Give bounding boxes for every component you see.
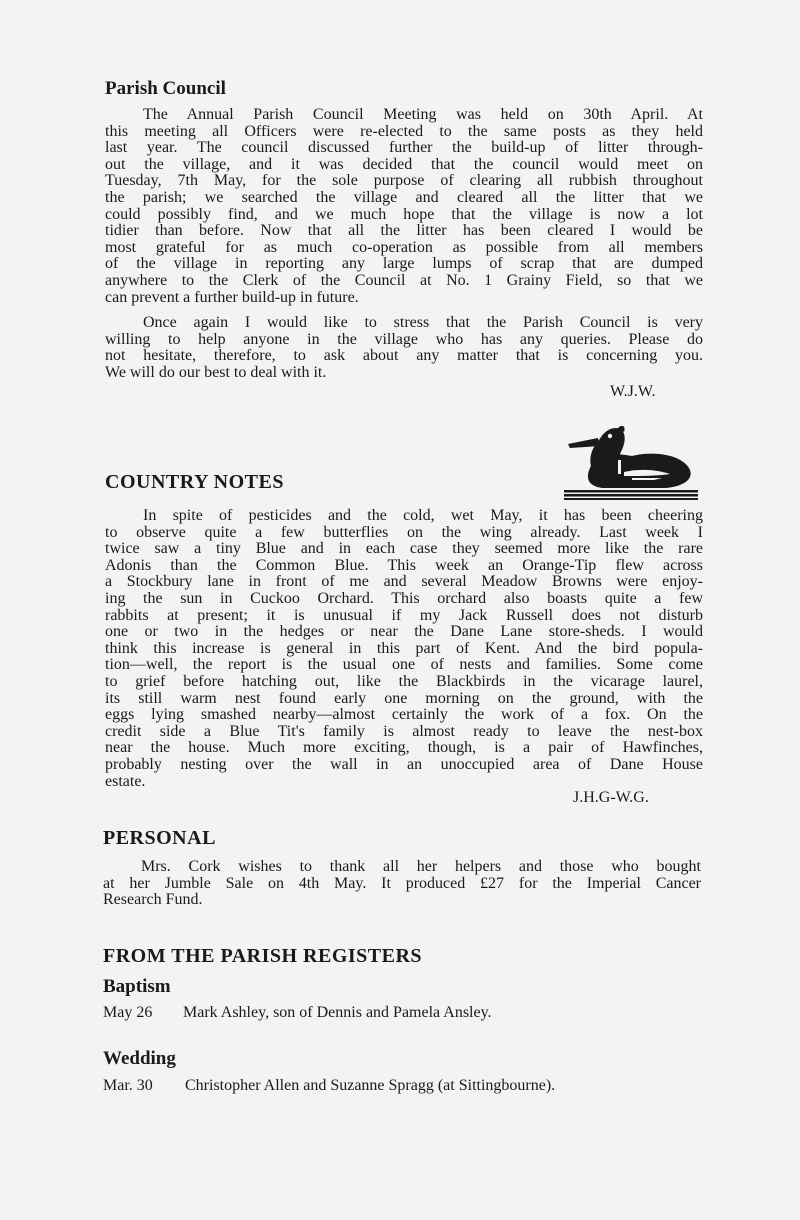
- text-line: The Annual Parish Council Meeting was held on 30th April. At: [143, 106, 703, 123]
- text-line: at her Jumble Sale on 4th May. It produced £27 for the Imperial Cancer: [103, 874, 701, 892]
- text-line: last year. The council discussed further the build-up of litter through-: [105, 139, 703, 157]
- text-line: near the house. Much more exciting, though, is a pair of Hawfinches,: [105, 739, 703, 757]
- wedding-heading: Wedding: [103, 1048, 176, 1069]
- baptism-entry: [103, 1004, 492, 1022]
- text-line: willing to help anyone in the village who has any queries. Please do: [105, 330, 703, 348]
- text-line: rabbits at present; it is unusual if my Jack Russell does not disturb: [105, 606, 703, 624]
- text-line: the parish; we searched the village and cleared all the litter that we: [105, 188, 703, 206]
- text-line: of the village in reporting any large lumps of scrap that are dumped: [105, 255, 703, 273]
- text-line: eggs lying smashed nearby—almost certainly the work of a fox. On the: [105, 706, 703, 724]
- text-line: one or two in the hedges or near the Dane Lane store-sheds. I would: [105, 623, 703, 641]
- text-line: estate.: [105, 772, 146, 790]
- text-line: twice saw a tiny Blue and in each case they seemed more like the rare: [105, 540, 703, 558]
- text-line: probably nesting over the wall in an unoccupied area of Dane House: [105, 755, 703, 773]
- text-line: a Stockbury lane in front of me and several Meadow Browns were enjoy-: [105, 573, 703, 591]
- text-line: We will do our best to deal with it.: [105, 363, 327, 381]
- personal-heading: PERSONAL: [103, 827, 216, 849]
- text-line: anywhere to the Clerk of the Council at No. 1 Grainy Field, so that we: [105, 271, 703, 289]
- text-line: Adonis than the Common Blue. This week an Orange-Tip flew across: [105, 556, 703, 574]
- text-line: not hesitate, therefore, to ask about any matter that is concerning you.: [105, 347, 703, 365]
- text-line: Tuesday, 7th May, for the sole purpose of clearing all rubbish throughout: [105, 172, 703, 190]
- personal-paragraph: [103, 859, 701, 909]
- text-line: to observe quite a few butterflies on the wing already. Last week I: [105, 523, 703, 541]
- wedding-text: Christopher Allen and Suzanne Spragg (at Sittingbourne).: [185, 1077, 556, 1094]
- text-line: credit side a Blue Tit's family is almost ready to leave the nest-box: [105, 722, 703, 740]
- text-line: tion—well, the report is the usual one of nests and families. Some come: [105, 656, 703, 674]
- text-line: could possibly find, and we much hope that the village is now a lot: [105, 205, 703, 223]
- parish-council-paragraph-2: [105, 315, 703, 381]
- parish-council-heading: Parish Council: [105, 78, 226, 99]
- text-line: Research Fund.: [103, 891, 203, 909]
- parish-council-signature: W.J.W.: [610, 383, 656, 400]
- country-notes-paragraph: [105, 508, 703, 790]
- text-line: can prevent a further build-up in future.: [105, 288, 359, 306]
- country-notes-signature: J.H.G-W.G.: [573, 789, 649, 806]
- baptism-text: Mark Ashley, son of Dennis and Pamela Ansley.: [183, 1004, 492, 1021]
- text-line: Once again I would like to stress that the Parish Council is very: [143, 314, 703, 331]
- text-line: think this increase is general in this part of Kent. And the bird popula-: [105, 639, 703, 657]
- text-line: ing the sun in Cuckoo Orchard. This orchard also boasts quite a few: [105, 589, 703, 607]
- text-line: its still warm nest found early one morning on the ground, with the: [105, 689, 703, 707]
- text-line: Mrs. Cork wishes to thank all her helpers and those who bought: [141, 858, 701, 875]
- baptism-date: May 26: [103, 1004, 153, 1021]
- country-notes-heading: COUNTRY NOTES: [105, 471, 284, 493]
- wedding-date: Mar. 30: [103, 1077, 153, 1094]
- registers-heading: FROM THE PARISH REGISTERS: [103, 945, 423, 967]
- text-line: tidier than before. Now that all the litter has been cleared I would be: [105, 222, 703, 240]
- text-line: to grief before hatching out, like the Blackbirds in the vicarage laurel,: [105, 672, 703, 690]
- duck-icon: [562, 420, 700, 500]
- text-line: this meeting all Officers were re-elected to the same posts as they held: [105, 122, 703, 140]
- baptism-heading: Baptism: [103, 976, 171, 997]
- text-line: out the village, and it was decided that the council would meet on: [105, 155, 703, 173]
- text-line: In spite of pesticides and the cold, wet May, it has been cheering: [143, 507, 703, 524]
- parish-council-paragraph-1: [105, 107, 703, 306]
- wedding-entry: [103, 1077, 555, 1095]
- text-line: most grateful for as much co-operation as possible from all members: [105, 238, 703, 256]
